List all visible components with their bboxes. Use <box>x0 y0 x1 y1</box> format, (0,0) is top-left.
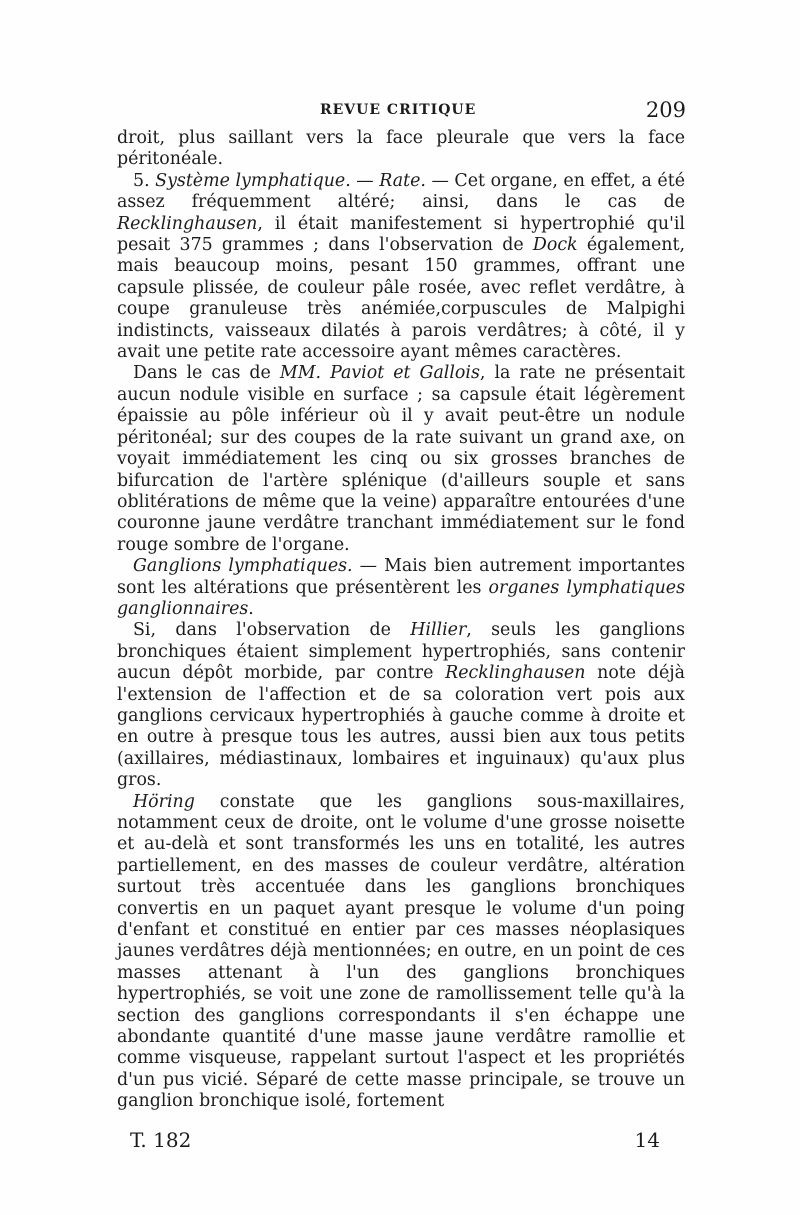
subsection-title-ganglions: Ganglions lymphatiques. <box>133 556 353 577</box>
author-name: Recklinghausen <box>117 213 258 234</box>
section-number: 5. <box>133 170 156 191</box>
body-text <box>117 128 685 1113</box>
subsection-title-rate: Rate. <box>379 170 426 191</box>
paragraph-paviot-gallois <box>117 363 685 556</box>
author-name: Höring <box>133 791 195 812</box>
text-run: — Mais bien autrement importantes sont les altérations que présentèrent les <box>117 556 686 598</box>
text-run: . <box>248 598 254 619</box>
text-run: , seuls les ganglions bronchiques étaient simplement hypertrophiés, sans contenir aucun dépôt morbide, par contre <box>117 620 685 684</box>
running-title: REVUE CRITIQUE <box>320 102 477 118</box>
author-name: MM. Paviot et Gallois <box>279 363 480 384</box>
text-run: Dans le cas de <box>133 363 280 384</box>
paragraph-horing <box>117 792 685 1113</box>
page-number: 209 <box>645 98 686 122</box>
author-name: Hillier <box>410 620 467 641</box>
text-run: , la rate ne présentait aucun nodule visible en surface ; sa capsule était légèrement épaissie au pôle inférieur où il y avait peut-être un nodule péritonéal; sur des coupes de la rate suivant un grand axe, on voyait immédiatement les cinq ou six grosses branches de bifurcation de l'artère splénique (d'ailleurs souple et sans oblitérations de même que la veine) apparaître entourées d'une couronne jaune verdâtre tranchant immédiatement sur le fond rouge sombre de l'organe. <box>117 363 685 555</box>
running-head <box>100 98 700 124</box>
printer-signature: T. 182 <box>130 1128 192 1152</box>
paragraph-continuation: droit, plus saillant vers la face pleurale que vers la face péritonéale. <box>117 128 685 170</box>
italic-term: organes lymphatiques ganglionnaires <box>117 577 686 619</box>
author-name: Recklinghausen <box>445 663 586 684</box>
text-run: note déjà l'extension de l'affection et de sa coloration vert pois aux ganglions cervicaux hypertrophiés à gauche comme à droite et en outre à presque tous les autres, aussi bien aux tous petits (axillaires, médiastinaux, lombaires et inguinaux) qu'aux plus gros. <box>117 663 685 791</box>
paragraph-systeme-lymphatique <box>117 171 685 364</box>
text-run: Si, dans l'observation de <box>133 620 411 641</box>
section-title: Système lymphatique. <box>155 170 351 191</box>
text-run: constate que les ganglions sous-maxillaires, notamment ceux de droite, ont le volume d'une grosse noisette et au-delà et sont transformés les uns en totalité, les autres partiellement, en des masses de couleur verdâtre, altération surtout très accentuée dans les ganglions bronchiques convertis en un paquet ayant presque le volume d'un poing d'enfant et constitué en entier par ces masses néoplasiques jaunes verdâtres déjà mentionnées; en outre, en un point de ces masses attenant à l'un des ganglions bronchiques hypertrophiés, se voit une zone de ramollissement telle qu'à la section des ganglions correspondants il s'en échappe une abondante quantité d'une masse jaune verdâtre ramollie et comme visqueuse, rappelant surtout l'aspect et les propriétés d'un pus vicié. Séparé de cette masse principale, se trouve un ganglion bronchique isolé, fortement <box>117 791 685 1112</box>
author-name: Dock <box>532 235 578 256</box>
page-footer <box>130 1128 660 1158</box>
paragraph-hillier <box>117 620 685 791</box>
text-run: également, mais beaucoup moins, pesant 150 grammes, offrant une capsule plissée, de couleur pâle rosée, avec reflet verdâtre, à coupe granuleuse très anémiée,corpuscules de Malpighi indistincts, vaisseaux dilatés à parois verdâtres; à côté, il y avait une petite rate accessoire ayant mêmes caractères. <box>117 235 685 363</box>
text-run: , il était manifestement si hypertrophié qu'il pesait 375 grammes ; dans l'observation de <box>117 213 685 256</box>
paragraph-ganglions <box>117 556 685 620</box>
sheet-number: 14 <box>634 1128 660 1152</box>
separator: — <box>350 170 380 191</box>
text-run: — Cet organe, en effet, a été assez fréquemment altéré; ainsi, dans le cas de <box>117 170 685 213</box>
